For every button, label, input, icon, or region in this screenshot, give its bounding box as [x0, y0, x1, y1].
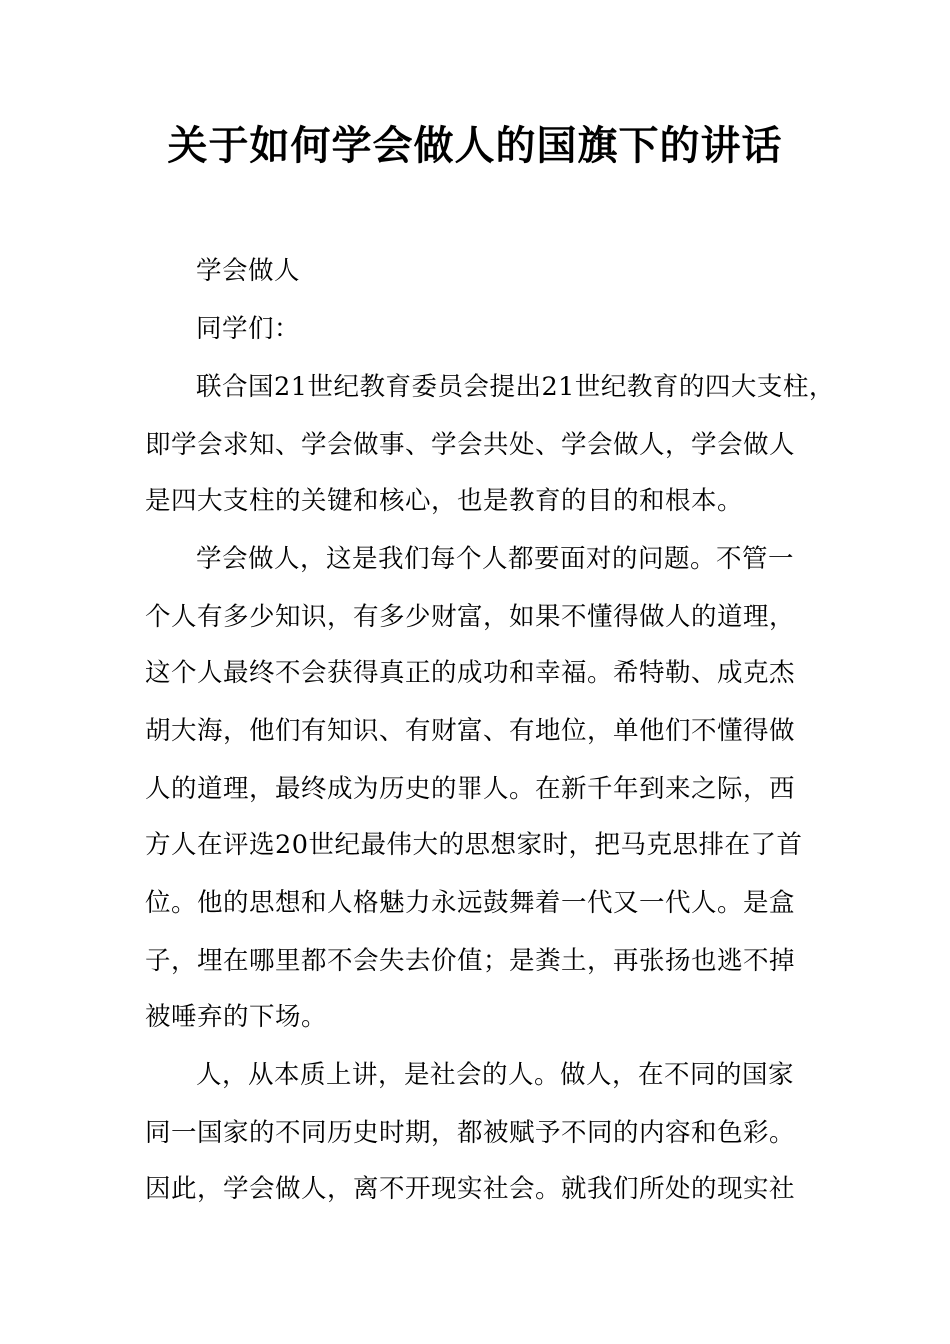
paragraph-1-line-1: 联合国21世纪教育委员会提出21世纪教育的四大支柱， [196, 372, 835, 402]
paragraph-2-line-2: 个人有多少知识，有多少财富，如果不懂得做人的道理， [145, 602, 796, 632]
paragraph-3-line-1: 人，从本质上讲，是社会的人。做人，在不同的国家 [196, 1060, 795, 1090]
paragraph-3-line-3: 因此，学会做人，离不开现实社会。就我们所处的现实社 [145, 1174, 796, 1204]
paragraph-1-line-3: 是四大支柱的关键和核心，也是教育的目的和根本。 [145, 486, 744, 516]
salutation: 同学们： [196, 314, 301, 344]
paragraph-2-line-6: 方人在评选20世纪最伟大的思想家时，把马克思排在了首 [145, 830, 803, 860]
paragraph-2-line-9: 被唾弃的下场。 [145, 1002, 328, 1032]
document-title: 关于如何学会做人的国旗下的讲话 [167, 123, 783, 169]
paragraph-3-line-2: 同一国家的不同历史时期，都被赋予不同的内容和色彩。 [145, 1118, 796, 1148]
paragraph-2-line-4: 胡大海，他们有知识、有财富、有地位，单他们不懂得做 [145, 716, 796, 746]
section-heading: 学会做人 [196, 256, 301, 286]
paragraph-2-line-3: 这个人最终不会获得真正的成功和幸福。希特勒、成克杰 [145, 658, 796, 688]
paragraph-2-line-1: 学会做人，这是我们每个人都要面对的问题。不管一 [196, 544, 795, 574]
paragraph-2-line-8: 子，埋在哪里都不会失去价值；是粪土，再张扬也逃不掉 [145, 946, 796, 976]
paragraph-1-line-2: 即学会求知、学会做事、学会共处、学会做人，学会做人 [145, 430, 796, 460]
paragraph-2-line-5: 人的道理，最终成为历史的罪人。在新千年到来之际，西 [145, 774, 796, 804]
paragraph-2-line-7: 位。他的思想和人格魅力永远鼓舞着一代又一代人。是盒 [145, 888, 796, 918]
